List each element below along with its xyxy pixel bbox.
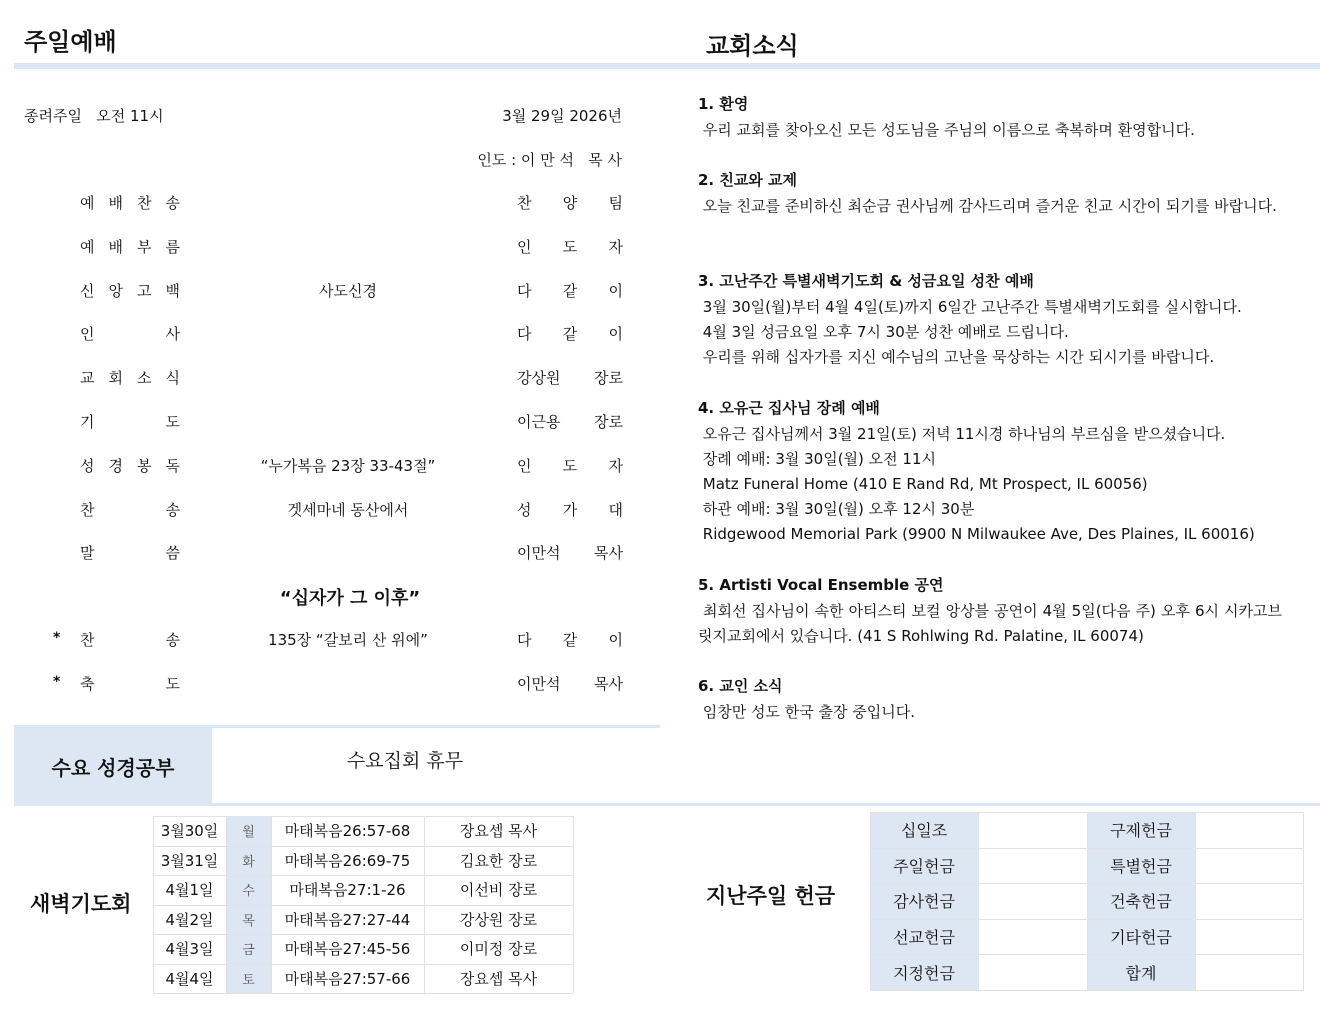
label-char: 인 — [80, 325, 95, 344]
label-char: 찬 — [80, 500, 95, 519]
worship-person — [517, 192, 623, 213]
news-item-body: 우리 교회를 찾아오신 모든 성도님을 주님의 이름으로 축복하며 환영합니다. — [698, 121, 1195, 139]
worship-person — [517, 542, 623, 563]
label-part: 목사 — [594, 674, 623, 693]
label-char: 같 — [562, 631, 578, 649]
news-item-body: 3월 30일(월)부터 4월 4일(토)까지 6일간 고난주간 특별새벽기도회를 실시합니다. 4월 3일 성금요일 오후 7시 30분 성찬 예배로 드립니다. 우리를 위해 십자가를 지신 예수님의 고난을 묵상하는 시간 되시기를 바랍니다. — [702, 298, 1242, 366]
label-char: 도 — [165, 413, 180, 431]
label-part: 이근용 — [517, 413, 561, 431]
dawn-cell-passage: 마태복음26:57-68 — [284, 822, 411, 841]
label-char: 대 — [608, 500, 623, 519]
header-divider — [14, 63, 1320, 69]
dawn-cell-day: 월 — [242, 825, 255, 841]
news-item-body: 최회선 집사님이 속한 아티스티 보컬 앙상블 공연이 4월 5일(다음 주) 오후 6시 시카고브릿지교회에서 있습니다. (41 S Rohlwing Rd. Palatine, IL 60074) — [698, 602, 1282, 645]
table-line — [271, 816, 272, 993]
dawn-cell-date: 4월1일 — [165, 881, 214, 900]
label-char: 성 — [517, 500, 532, 519]
dawn-cell-date: 4월4일 — [165, 969, 214, 988]
label-char: 다 — [517, 631, 532, 649]
label-part: 장로 — [594, 369, 623, 388]
label-char: 씀 — [165, 544, 180, 563]
dawn-cell-passage: 마태복음26:69-75 — [284, 851, 411, 870]
news-item — [698, 675, 1282, 725]
label-char: 소 — [137, 369, 152, 388]
label-char: 팀 — [608, 194, 623, 212]
label-char: 예 — [80, 194, 95, 212]
worship-person — [517, 673, 623, 694]
service-date: 3월 29일 2026년 — [502, 107, 622, 125]
news-item-body: 오유근 집사님께서 3월 21일(토) 저녁 11시경 하나님의 부르심을 받으셨습니다. 장례 예배: 3월 30일(월) 오전 11시 Matz Funeral Home (410 E Rand Rd, Mt Prospect, IL 60056) 하관 예배: 3월 30일(월) 오후 12시 30분 Ridgewood Memorial Park (9900 N Milwaukee Ave, Des Plaines, IL 60016) — [702, 425, 1255, 543]
label-char: 도 — [562, 237, 578, 256]
worship-person — [517, 280, 623, 301]
dawn-cell-day: 화 — [242, 854, 255, 870]
label-char: 송 — [165, 194, 180, 212]
worship-item — [80, 323, 180, 344]
label-char: 송 — [165, 500, 180, 519]
worship-content: 135장 “갈보리 산 위에” — [268, 631, 428, 649]
worship-person — [517, 499, 623, 520]
label-char: 다 — [517, 325, 532, 344]
label-char: 축 — [80, 674, 95, 693]
label-part: 이만석 — [517, 674, 561, 693]
service-time: 종려주일 오전 11시 — [24, 107, 164, 125]
label-char: 자 — [608, 456, 623, 475]
label-char: 경 — [108, 456, 123, 475]
label-char: 백 — [165, 281, 180, 300]
dawn-cell-leader: 장요셉 목사 — [459, 969, 538, 988]
worship-content: “누가복음 23장 33-43절” — [260, 456, 436, 475]
label-char: 앙 — [108, 281, 123, 300]
label-char: 인 — [517, 456, 532, 475]
dawn-cell-passage: 마태복음27:27-44 — [284, 910, 411, 929]
dawn-cell-passage: 마태복음27:1-26 — [289, 881, 406, 900]
wednesday-notice: 수요집회 휴무 — [346, 750, 464, 772]
worship-item — [80, 499, 180, 520]
news-heading: 교회소식 — [706, 32, 799, 60]
label-char: 교 — [80, 369, 95, 388]
worship-item — [80, 367, 180, 388]
label-char: 신 — [80, 281, 95, 300]
label-char: 양 — [562, 194, 578, 212]
worship-item — [80, 542, 180, 563]
news-item-body: 임창만 성도 한국 출장 중입니다. — [698, 703, 915, 721]
label-char: 회 — [108, 369, 123, 388]
wednesday-label: 수요 성경공부 — [14, 728, 212, 804]
offering-item: 건축헌금 — [1110, 892, 1172, 912]
dawn-cell-passage: 마태복음27:57-66 — [284, 969, 411, 988]
table-line — [226, 816, 227, 993]
worship-item — [80, 629, 180, 650]
label-char: 말 — [80, 544, 95, 563]
table-line — [1087, 812, 1088, 990]
worship-person — [517, 411, 623, 432]
label-char: 기 — [80, 413, 95, 431]
label-char: 다 — [517, 281, 532, 300]
worship-item — [80, 455, 180, 476]
worship-person — [517, 323, 623, 344]
worship-heading: 주일예배 — [24, 28, 117, 56]
row-star: * — [53, 630, 61, 646]
offering-item: 십일조 — [900, 821, 948, 841]
news-item — [698, 93, 1282, 143]
table-line — [153, 993, 573, 994]
offering-item: 특별헌금 — [1110, 856, 1172, 876]
table-line — [424, 816, 425, 993]
label-char: 이 — [608, 281, 623, 300]
news-item — [698, 270, 1282, 370]
label-char: 부 — [137, 237, 152, 256]
worship-person — [517, 629, 623, 650]
news-item — [698, 574, 1282, 649]
worship-person — [517, 236, 623, 257]
worship-person — [517, 455, 623, 476]
dawn-cell-day: 수 — [242, 884, 255, 900]
label-char: 찬 — [517, 194, 532, 212]
worship-item — [80, 673, 180, 694]
offering-item: 주일헌금 — [893, 856, 955, 876]
dawn-cell-leader: 장요셉 목사 — [459, 822, 538, 841]
dawn-cell-passage: 마태복음27:45-56 — [284, 940, 411, 959]
news-item-title: 4. 오유근 집사님 장례 예배 — [698, 399, 880, 417]
table-line — [978, 812, 979, 990]
table-line — [870, 990, 1304, 991]
label-char: 독 — [165, 456, 180, 475]
dawn-label: 새벽기도회 — [30, 892, 132, 916]
label-part: 강상원 — [517, 369, 561, 388]
sermon-title: “십자가 그 이후” — [279, 588, 421, 609]
news-item-title: 2. 친교와 교제 — [698, 171, 798, 189]
label-char: 송 — [165, 631, 180, 649]
label-char: 가 — [562, 500, 578, 519]
worship-content: 겟세마네 동산에서 — [287, 500, 409, 519]
label-char: 같 — [562, 325, 578, 344]
worship-person — [517, 367, 623, 388]
label-char: 같 — [562, 281, 578, 300]
news-item-body: 오늘 친교를 준비하신 최순금 권사님께 감사드리며 즐거운 친교 시간이 되기를 바랍니다. — [698, 197, 1277, 215]
worship-leader: 인도 : 이 만 석 목 사 — [477, 151, 622, 169]
offering-item: 기타헌금 — [1110, 928, 1172, 948]
table-line — [1303, 812, 1304, 990]
label-char: 고 — [137, 281, 152, 300]
dawn-cell-date: 4월2일 — [165, 910, 214, 929]
label-char: 성 — [80, 456, 95, 475]
label-char: 이 — [608, 631, 623, 649]
dawn-cell-date: 4월3일 — [165, 940, 214, 959]
label-char: 찬 — [137, 194, 152, 212]
news-item-title: 5. Artisti Vocal Ensemble 공연 — [698, 576, 944, 594]
label-char: 름 — [165, 237, 180, 256]
news-item-title: 3. 고난주간 특별새벽기도회 & 성금요일 성찬 예배 — [698, 272, 1034, 290]
worship-item — [80, 236, 180, 257]
table-line — [573, 816, 574, 993]
offering-label: 지난주일 헌금 — [706, 884, 836, 908]
label-char: 찬 — [80, 631, 95, 649]
worship-item — [80, 280, 180, 301]
table-line — [153, 816, 154, 993]
dawn-cell-day: 토 — [242, 972, 255, 988]
offering-item: 구제헌금 — [1110, 821, 1172, 841]
label-char: 봉 — [137, 456, 152, 475]
news-item — [698, 397, 1282, 547]
label-part: 장로 — [594, 413, 623, 431]
news-item-title: 1. 환영 — [698, 95, 749, 113]
dawn-cell-date: 3월31일 — [160, 851, 219, 870]
dawn-cell-leader: 이선비 장로 — [459, 881, 538, 900]
row-star: * — [53, 673, 61, 690]
offering-item: 감사헌금 — [893, 892, 955, 912]
label-char: 도 — [165, 674, 180, 693]
news-item-title: 6. 교인 소식 — [698, 677, 783, 695]
dawn-cell-leader: 이미정 장로 — [459, 940, 538, 959]
offering-item: 선교헌금 — [893, 928, 955, 948]
label-char: 인 — [517, 237, 532, 256]
label-char: 사 — [165, 325, 180, 344]
label-char: 예 — [80, 237, 95, 256]
table-line — [870, 812, 871, 990]
offering-item: 지정헌금 — [893, 963, 955, 983]
worship-item — [80, 192, 180, 213]
dawn-cell-leader: 김요한 장로 — [459, 851, 538, 870]
worship-item — [80, 411, 180, 432]
dawn-cell-leader: 강상원 장로 — [459, 910, 538, 929]
bottom-divider — [14, 803, 1320, 806]
label-char: 자 — [608, 237, 623, 256]
label-part: 목사 — [594, 544, 623, 563]
label-char: 배 — [108, 194, 123, 212]
offering-item: 합계 — [1125, 963, 1157, 983]
dawn-cell-day: 금 — [242, 943, 255, 959]
label-char: 이 — [608, 325, 623, 344]
dawn-cell-day: 목 — [242, 913, 255, 929]
news-item — [698, 169, 1282, 219]
label-char: 식 — [165, 369, 180, 388]
worship-content: 사도신경 — [319, 281, 377, 300]
label-part: 이만석 — [517, 544, 561, 563]
label-char: 배 — [108, 237, 123, 256]
dawn-cell-date: 3월30일 — [160, 822, 219, 841]
table-line — [1195, 812, 1196, 990]
label-char: 도 — [562, 456, 578, 475]
